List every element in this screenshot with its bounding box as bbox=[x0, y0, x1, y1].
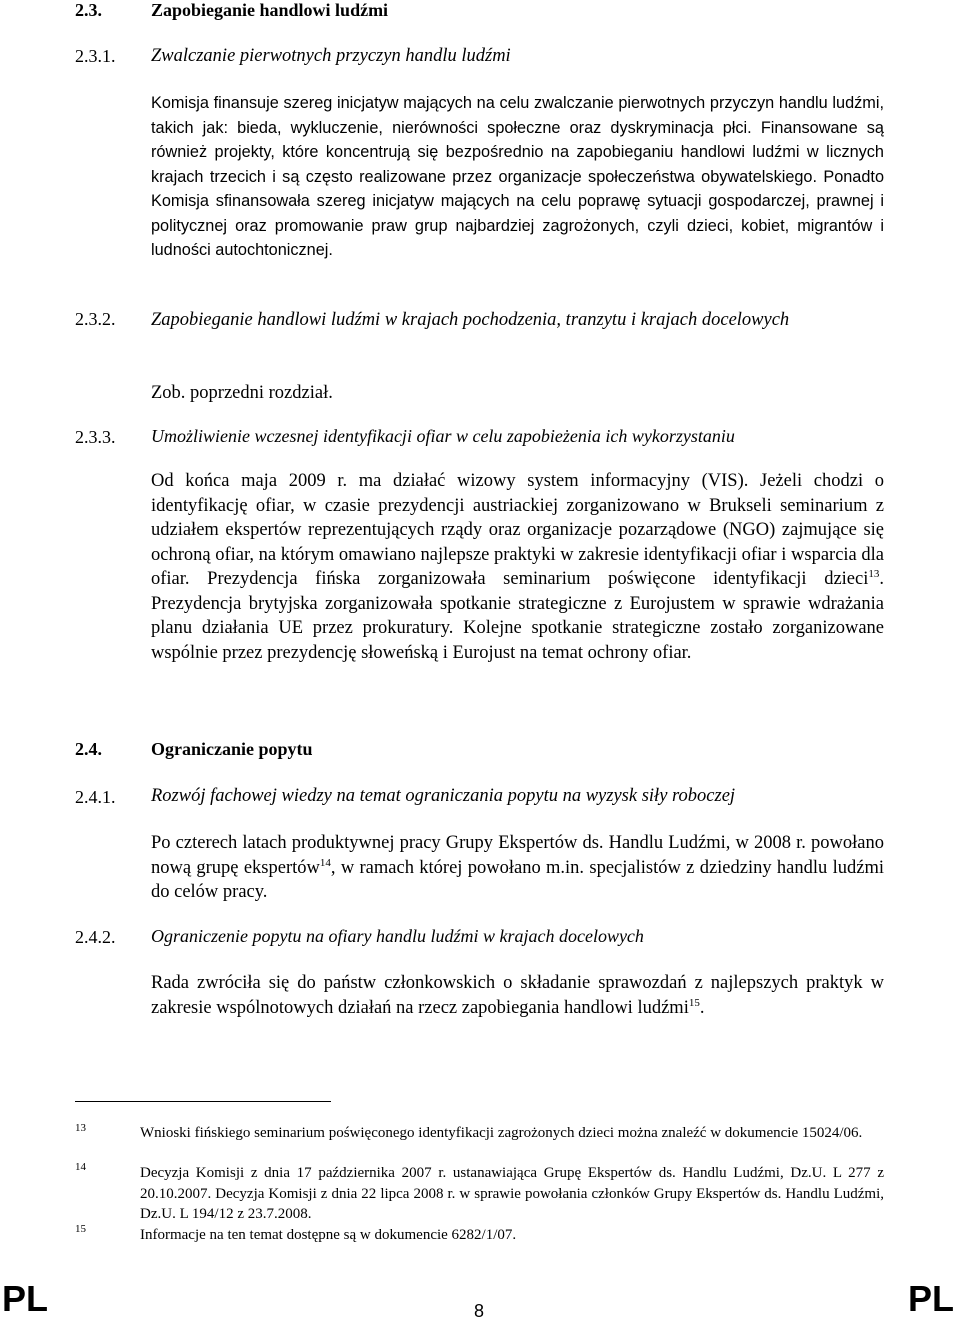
section-number-2-3-3: 2.3.3. bbox=[75, 427, 116, 447]
section-title-2-3-1: Zwalczanie pierwotnych przyczyn handlu ludźmi bbox=[151, 46, 511, 66]
section-title-2-3: Zapobieganie handlowi ludźmi bbox=[151, 0, 389, 20]
footnote-text-15: Informacje na ten temat dostępne są w dokumencie 6282/1/07. bbox=[140, 1227, 517, 1243]
paragraph-2-4-2 bbox=[151, 971, 884, 1020]
section-number-2-3: 2.3. bbox=[75, 0, 102, 20]
footnote-number-14: 14 bbox=[75, 1161, 86, 1173]
paragraph-2-4-1-part1: Po czterech latach produktywnej pracy Grupy Ekspertów ds. Handlu Ludźmi, w 2008 r. powołano nową grupę ekspertów bbox=[151, 833, 884, 878]
footnote-ref-15[interactable]: 15 bbox=[688, 996, 700, 1009]
paragraph-2-3-1 bbox=[151, 91, 884, 263]
paragraph-2-3-3 bbox=[151, 469, 884, 665]
footnote-number-15: 15 bbox=[75, 1223, 86, 1235]
section-number-2-3-1: 2.3.1. bbox=[75, 46, 116, 66]
section-title-2-3-3: Umożliwienie wczesnej identyfikacji ofiar w celu zapobieżenia ich wykorzystaniu bbox=[151, 426, 735, 446]
section-number-2-3-2: 2.3.2. bbox=[75, 309, 116, 329]
section-title-2-4: Ograniczanie popytu bbox=[151, 739, 313, 759]
page-number: 8 bbox=[474, 1301, 485, 1321]
footnote-text-13: Wnioski fińskiego seminarium poświęconego identyfikacji zagrożonych dzieci można znaleźć w dokumencie 15024/06. bbox=[140, 1125, 863, 1141]
paragraph-2-4-2-part1: Rada zwróciła się do państw członkowskich o składanie sprawozdań z najlepszych praktyk w zakresie wspólnotowych działań na rzecz zapobiegania handlowi ludźmi bbox=[151, 973, 884, 1018]
paragraph-2-3-1-part2: Finansowane są również projekty, które koncentrują się bezpośrednio na zapobieganiu handlowi ludźmi w licznych krajach trzecich i są często realizowane przez organizacje społeczeństwa obywatelskiego. Ponadto Komisja sfinansowała szereg inicjatyw mających na celu poprawę sytuacji gospodarczej, prawnej i politycznej oraz promowanie praw grup najbardziej zagrożonych, czyli dzieci, kobiet, migrantów i ludności autochtonicznej. bbox=[151, 118, 884, 259]
paragraph-2-3-1-part1: Komisja finansuje szereg inicjatyw mających na celu zwalczanie pierwotnych przyczyn handlu ludźmi, takich jak: bieda, wykluczenie, nierówności społeczne oraz dyskryminacja płci. bbox=[151, 94, 884, 137]
section-number-2-4-1: 2.4.1. bbox=[75, 787, 116, 807]
section-number-2-4-2: 2.4.2. bbox=[75, 927, 116, 947]
paragraph-2-4-1 bbox=[151, 831, 884, 905]
language-code-left: PL bbox=[2, 1278, 49, 1319]
footnote-number-13: 13 bbox=[75, 1122, 86, 1134]
paragraph-2-3-3-part1: Od końca maja 2009 r. ma działać wizowy system informacyjny (VIS). Jeżeli chodzi o identyfikację ofiar, w czasie prezydencji austriackiej zorganizowano w Brukseli seminarium z udziałem ekspertów reprezentujących rządy oraz organizacje pozarządowe (NGO) zajmujące się ochroną ofiar, na którym omawiano najlepsze praktyki w zakresie identyfikacji ofiar i wsparcia dla ofiar. Prezydencja fińska zorganizowała seminarium poświęcone identyfikacji dzieci bbox=[151, 471, 884, 589]
section-number-2-4: 2.4. bbox=[75, 739, 102, 759]
paragraph-2-3-3-part2: . Prezydencja brytyjska zorganizowała spotkanie strategiczne z Eurojustem w sprawie wdrażania planu działania UE przez prokuratury. Kolejne spotkanie strategiczne zostało zorganizowane wspólnie przez prezydencję słoweńską i Eurojust na temat ochrony ofiar. bbox=[151, 569, 884, 663]
footnote-text-14: Decyzja Komisji z dnia 17 października 2007 r. ustanawiająca Grupę Ekspertów ds. Handlu Ludźmi, Dz.U. L 277 z 20.10.2007. Decyzja Komisji z dnia 22 lipca 2008 r. w sprawie powołania członków Grupy Ekspertów ds. Handlu Ludźmi, Dz.U. L 194/12 z 23.7.2008. bbox=[140, 1165, 884, 1222]
language-code-right: PL bbox=[908, 1278, 955, 1319]
paragraph-2-3-2: Zob. poprzedni rozdział. bbox=[151, 383, 333, 403]
section-title-2-4-2: Ograniczenie popytu na ofiary handlu ludźmi w krajach docelowych bbox=[151, 926, 644, 946]
footnote-ref-13[interactable]: 13 bbox=[868, 567, 880, 580]
footnote-separator bbox=[75, 1101, 331, 1102]
paragraph-2-4-2-part2: . bbox=[699, 997, 705, 1018]
section-title-2-4-1: Rozwój fachowej wiedzy na temat ograniczania popytu na wyzysk siły roboczej bbox=[151, 786, 736, 806]
paragraph-2-4-1-part2: , w ramach której powołano m.in. specjalistów z dziedziny handlu ludźmi do celów pracy. bbox=[151, 857, 884, 902]
section-title-2-3-2: Zapobieganie handlowi ludźmi w krajach pochodzenia, tranzytu i krajach docelowych bbox=[151, 310, 790, 330]
footnote-ref-14[interactable]: 14 bbox=[319, 856, 331, 869]
